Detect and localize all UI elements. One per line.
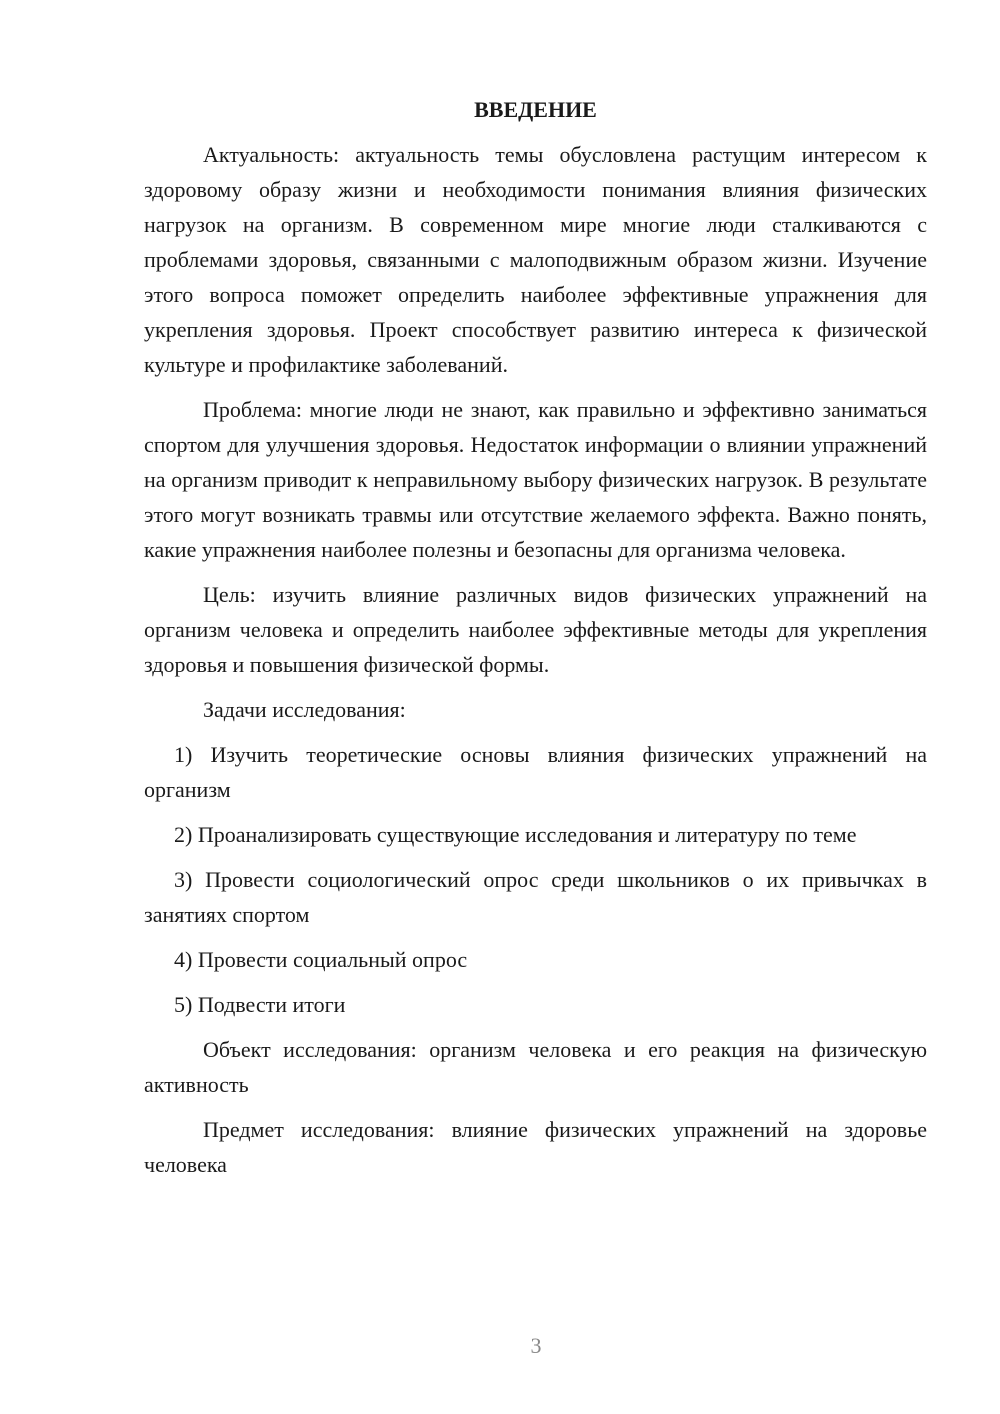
tasks-heading: Задачи исследования: — [203, 697, 406, 722]
relevance-paragraph: Актуальность: актуальность темы обусловлена растущим интересом к здоровому образу жизни и необходимости понимания влияния физических нагрузок на организм. В современном мире многие люди сталкиваются с проблемами здоровья, связанными с малоподвижным образом жизни. Изучение этого вопроса поможет определить наиболее эффективные упражнения для укрепления здоровья. Проект способствует развитию интереса к физической культуре и профилактике заболеваний. — [144, 142, 927, 377]
task-item-4: 4) Провести социальный опрос — [174, 947, 468, 972]
task-item-3: 3) Провести социологический опрос среди школьников о их привычках в занятиях спортом — [144, 867, 927, 927]
page-content — [144, 92, 927, 1192]
research-object-paragraph: Объект исследования: организм человека и его реакция на физическую активность — [144, 1037, 927, 1097]
task-item-2: 2) Проанализировать существующие исследования и литературу по теме — [174, 822, 857, 847]
goal-paragraph: Цель: изучить влияние различных видов физических упражнений на организм человека и определить наиболее эффективные методы для укрепления здоровья и повышения физической формы. — [144, 582, 927, 677]
research-subject-paragraph: Предмет исследования: влияние физических упражнений на здоровье человека — [144, 1117, 927, 1177]
problem-paragraph: Проблема: многие люди не знают, как правильно и эффективно заниматься спортом для улучшения здоровья. Недостаток информации о влиянии упражнений на организм приводит к неправильному выбору физических нагрузок. В результате этого могут возникать травмы или отсутствие желаемого эффекта. Важно понять, какие упражнения наиболее полезны и безопасны для организма человека. — [144, 397, 927, 562]
task-item-5: 5) Подвести итоги — [174, 992, 346, 1017]
page-number: 3 — [530, 1333, 542, 1358]
task-item-1: 1) Изучить теоретические основы влияния физических упражнений на организм — [144, 742, 927, 802]
section-title: ВВЕДЕНИЕ — [474, 97, 597, 122]
